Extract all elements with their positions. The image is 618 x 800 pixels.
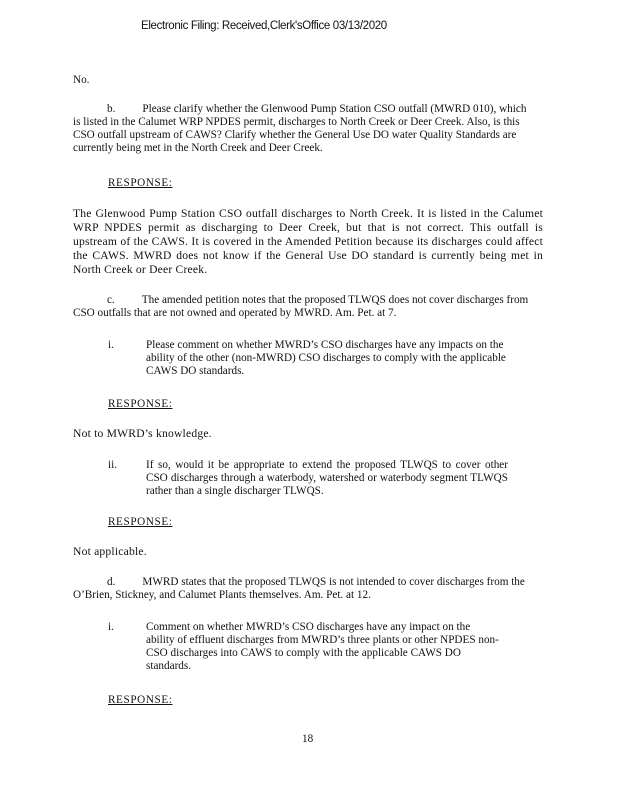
- subquestion-d-i-text: Comment on whether MWRD’s CSO discharges have any impact on the ability of effluent discharges from MWRD’s three plants or other NPDES non-CSO discharges into CAWS to comply with the applicable CAWS DO standards.: [146, 621, 499, 672]
- question-c-label: c.: [107, 294, 115, 306]
- response-b: The Glenwood Pump Station CSO outfall discharges to North Creek. It is listed in the Calumet WRP NPDES permit as discharging to Deer Creek, but that is not correct. This outfall is upstream of the CAWS. It is covered in the Amended Petition because its discharges could affect the CAWS. MWRD does not know if the General Use DO standard is currently being met in North Creek or Deer Creek.: [73, 207, 543, 276]
- question-b-text: Please clarify whether the Glenwood Pump Station CSO outfall (MWRD 010), which is listed in the Calumet WRP NPDES permit, discharges to North Creek or Deer Creek. Also, is this CSO outfall upstream of CAWS? Clarify whether the General Use DO water Quality Standards are currently being met in the North Creek and Deer Creek.: [73, 103, 527, 154]
- response-c-ii: Not applicable.: [73, 545, 147, 558]
- question-c-text: The amended petition notes that the proposed TLWQS does not cover discharges from CSO outfalls that are not owned and operated by MWRD. Am. Pet. at 7.: [73, 294, 529, 319]
- question-b-label: b.: [107, 103, 116, 115]
- subquestion-c-ii: [108, 459, 528, 498]
- prior-answer: No.: [73, 74, 90, 86]
- response-heading-c-i: RESPONSE:: [108, 398, 173, 410]
- filing-header: Electronic Filing: Received,Clerk'sOffice 03/13/2020: [141, 20, 387, 32]
- subquestion-c-ii-label: ii.: [108, 459, 118, 471]
- subquestion-d-i: [108, 621, 528, 673]
- question-c: [73, 294, 543, 320]
- question-d-text: MWRD states that the proposed TLWQS is not intended to cover discharges from the O’Brien, Stickney, and Calumet Plants themselves. Am. Pet. at 12.: [73, 576, 525, 601]
- question-d-label: d.: [107, 576, 116, 588]
- subquestion-c-i-label: i.: [108, 339, 114, 351]
- subquestion-c-ii-text: If so, would it be appropriate to extend the proposed TLWQS to cover other CSO discharges through a waterbody, watershed or waterbody segment TLWQS rather than a single discharger TLWQS.: [146, 459, 508, 497]
- response-heading-c-ii: RESPONSE:: [108, 516, 173, 528]
- question-b: [73, 103, 528, 155]
- response-heading-d-i: RESPONSE:: [108, 694, 173, 706]
- subquestion-c-i: [108, 339, 528, 378]
- response-heading-b: RESPONSE:: [108, 177, 173, 189]
- response-c-i: Not to MWRD’s knowledge.: [73, 427, 212, 440]
- subquestion-d-i-label: i.: [108, 621, 114, 633]
- page-number: 18: [302, 733, 314, 745]
- subquestion-c-i-text: Please comment on whether MWRD’s CSO discharges have any impacts on the ability of the other (non-MWRD) CSO discharges to comply with the applicable CAWS DO standards.: [146, 339, 506, 377]
- question-d: [73, 576, 548, 602]
